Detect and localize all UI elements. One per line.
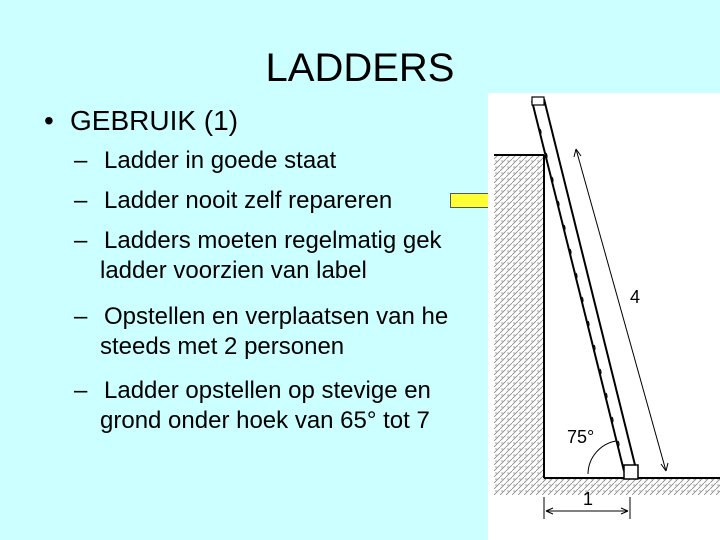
length-dimension — [574, 149, 668, 471]
item-continuation: steeds met 2 personen — [100, 333, 345, 360]
list-item — [74, 186, 392, 216]
item-text: Ladder opstellen op stevige en — [104, 377, 431, 404]
slide-title: LADDERS — [265, 46, 455, 90]
dash-marker: – — [74, 227, 88, 254]
item-text: Ladder in goede staat — [104, 147, 337, 174]
item-text: Ladder nooit zelf repareren — [104, 187, 393, 214]
wall — [494, 155, 544, 485]
list-item — [74, 302, 448, 362]
dash-marker: – — [74, 147, 88, 174]
ladder — [532, 97, 641, 479]
dash-marker: – — [74, 377, 88, 404]
section-label: GEBRUIK (1) — [70, 105, 239, 136]
list-item — [74, 226, 442, 286]
item-text: Ladders moeten regelmatig gek — [104, 227, 442, 254]
ladder-drawing — [488, 93, 720, 540]
dash-marker: – — [74, 303, 88, 330]
list-item — [74, 146, 336, 176]
item-continuation: grond onder hoek van 65° tot 7 — [100, 407, 430, 434]
item-text: Opstellen en verplaatsen van he — [104, 303, 449, 330]
angle-label: 75° — [567, 427, 595, 447]
base-label: 1 — [583, 489, 594, 509]
ladder-diagram — [488, 93, 720, 540]
list-item — [74, 376, 431, 436]
ground — [494, 479, 720, 495]
dash-marker: – — [74, 187, 88, 214]
length-label: 4 — [630, 287, 641, 307]
item-continuation: ladder voorzien van label — [100, 257, 367, 284]
section-heading — [44, 104, 238, 138]
bullet-marker: • — [44, 105, 54, 136]
